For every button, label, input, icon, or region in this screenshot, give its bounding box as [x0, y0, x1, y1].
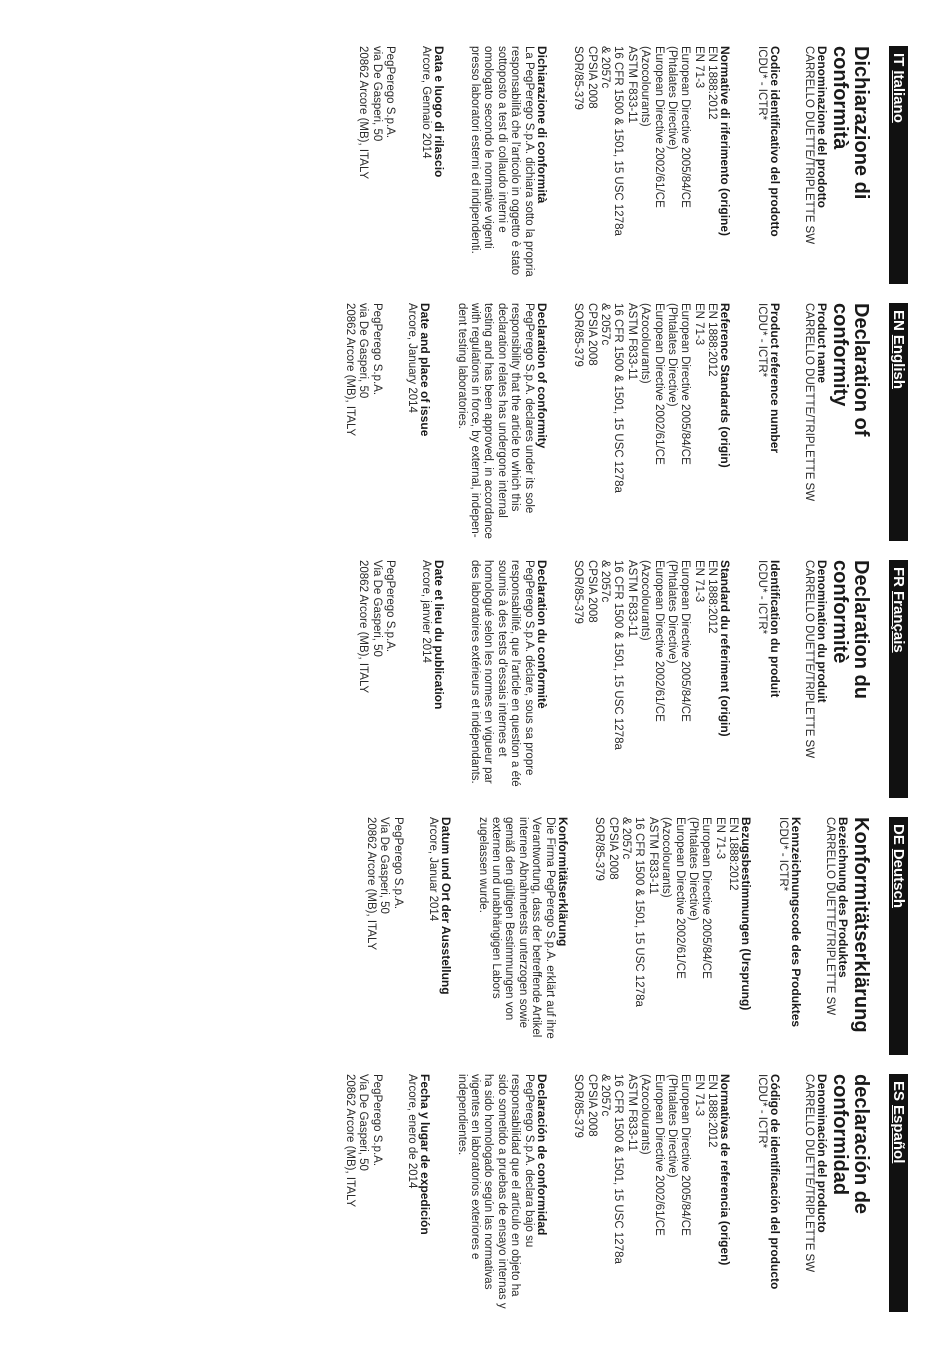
standard-item: European Directive 2005/84/CE — [700, 817, 713, 979]
standard-item: EN 1888:2012 — [706, 303, 719, 377]
product-name-label: Product name — [815, 303, 829, 384]
standards-list — [571, 46, 718, 284]
standard-item: EN 71-3 — [692, 560, 705, 603]
standard-item: 16 CFR 1500 & 1501, 15 USC 1278a — [612, 46, 625, 236]
standard-item: 16 CFR 1500 & 1501, 15 USC 1278a — [612, 303, 625, 493]
product-name: CARRELLO DUETTE/TRIPLETTE SW — [803, 303, 815, 502]
standard-item: 16 CFR 1500 & 1501, 15 USC 1278a — [633, 817, 646, 1007]
standard-item: CPSIA 2008 — [606, 817, 619, 880]
language-name: Español — [890, 1105, 907, 1164]
address-line: PegPerego S.p.A. — [391, 817, 404, 910]
standard-item: (Azocolourants) — [639, 1074, 652, 1155]
standard-item: (Phtalates Directive) — [665, 1074, 678, 1178]
product-code: ICDU* - ICTR* — [755, 560, 768, 635]
issue-date-place: Arcore, janvier 2014 — [419, 560, 432, 663]
standard-item: EN 1888:2012 — [706, 46, 719, 120]
language-column-en — [38, 303, 908, 541]
product-code-label: Identification du produit — [767, 560, 782, 698]
language-column-fr — [38, 560, 908, 798]
standard-item: & 2057c — [619, 817, 632, 860]
product-name: CARRELLO DUETTE/TRIPLETTE SW — [803, 46, 815, 245]
standards-list — [571, 1074, 718, 1312]
language-code: EN — [890, 310, 907, 331]
address-line: 20862 Arcore (MB), ITALY — [344, 303, 357, 437]
product-code-label: Codice identificativo del prodotto — [767, 46, 782, 237]
company-address — [343, 303, 383, 541]
declaration-label: Declaration of conformity — [534, 303, 549, 449]
company-address — [356, 46, 396, 284]
product-name: CARRELLO DUETTE/TRIPLETTE SW — [803, 560, 815, 759]
standard-item: EN 1888:2012 — [727, 817, 740, 891]
standard-item: European Directive 2005/84/CE — [679, 46, 692, 208]
declaration-title: Dichiarazione di conformità — [829, 46, 872, 200]
declaration-text: PegPerego S.p.A. declara bajo su responsabilidad que el artículo en objeto ha sido sometido a pruebas de ensayo internas y ha sido homologado según las normativas vigentes en laboratorios exteriores e independientes. — [455, 1074, 535, 1309]
address-line: Via De Gasperi, 50 — [378, 817, 391, 914]
address-line: PegPerego S.p.A. — [370, 303, 383, 396]
standards-label: Normative di riferimento (origine) — [718, 46, 733, 237]
declaration-text: La PegPerego S.p.A. dichiara sotto la propria responsabilità che l'articolo in oggetto è stato sottoposto a test di collaudo interni e omologato secondo le normative vigenti presso laboratori esterni ed indipendenti. — [469, 46, 535, 277]
standard-item: EN 71-3 — [692, 46, 705, 89]
issue-date-place: Arcore, Gennaio 2014 — [419, 46, 432, 159]
language-column-de — [38, 817, 908, 1055]
declaration-text: Die Firma PegPerego S.p.A. erklärt auf ihre Verantwortung, dass der betreffende Artikel internen Abnahmetests unterzogen sowie gemäß den gültigen Bestimmungen von externen und unabhängigen Labors zugelassen wurde. — [476, 817, 556, 1039]
product-name-label: Bezeichnung des Produktes — [836, 817, 850, 978]
address-line: Via De Gasperi, 50 — [370, 560, 383, 657]
company-address — [343, 1074, 383, 1312]
address-line: PegPerego S.p.A. — [384, 46, 397, 139]
issue-date-place: Arcore, enero de 2014 — [406, 1074, 419, 1189]
issue-label: Data e luogo di rilascio — [431, 46, 446, 178]
address-line: 20862 Arcore (MB), ITALY — [357, 46, 370, 180]
declaration-label: Declaración de conformidad — [534, 1074, 549, 1236]
standard-item: (Phtalates Directive) — [665, 46, 678, 150]
standards-list — [592, 817, 739, 1055]
standard-item: CPSIA 2008 — [585, 46, 598, 109]
product-name-label: Denominación del producto — [815, 1074, 829, 1233]
declaration-title: Declaration du conformitè — [829, 560, 872, 699]
language-header — [889, 303, 908, 541]
standard-item: European Directive 2005/84/CE — [679, 303, 692, 465]
declaration-label: Dichiarazione di conformità — [534, 46, 549, 204]
standard-item: European Directive 2002/61/CE — [673, 817, 686, 979]
standard-item: SOR/85-379 — [593, 817, 606, 881]
standard-item: & 2057c — [598, 46, 611, 89]
product-code: ICDU* - ICTR* — [755, 303, 768, 378]
language-code: DE — [890, 824, 907, 845]
standard-item: (Azocolourants) — [639, 303, 652, 384]
declaration-text: PegPerego S.p.A. déclare, sous sa propre responsabilité, que l'article en question a été soumis à des tests d'essais internes et homologué selon les normes en vigueur par des laboratoires extérieurs et indépendants. — [469, 560, 535, 787]
declaration-title: Konformitätserklärung — [850, 817, 872, 1033]
address-line: via De Gasperi, 50 — [357, 303, 370, 399]
standard-item: EN 71-3 — [692, 1074, 705, 1117]
language-name: Français — [890, 591, 907, 653]
address-line: 20862 Arcore (MB), ITALY — [365, 817, 378, 951]
standard-item: ASTM F833-11 — [625, 46, 638, 124]
issue-label: Fecha y lugar de expedición — [418, 1074, 433, 1235]
standard-item: SOR/85-379 — [572, 46, 585, 110]
standards-label: Reference Standards (origin) — [718, 303, 733, 468]
address-line: PegPerego S.p.A. — [384, 560, 397, 653]
address-line: 20862 Arcore (MB), ITALY — [357, 560, 370, 694]
language-code: IT — [890, 53, 907, 67]
issue-date-place: Arcore, January 2014 — [406, 303, 419, 413]
standard-item: EN 71-3 — [713, 817, 726, 860]
language-header — [889, 817, 908, 1055]
company-address — [364, 817, 404, 1055]
standards-label: Bezugsbestimmungen (Ursprung) — [739, 817, 754, 1011]
address-line: via De Gasperi, 50 — [370, 46, 383, 142]
product-name-label: Denominazione del prodotto — [815, 46, 829, 208]
standard-item: & 2057c — [598, 303, 611, 346]
standards-label: Standard du referiment (origin) — [718, 560, 733, 737]
standard-item: 16 CFR 1500 & 1501, 15 USC 1278a — [612, 1074, 625, 1264]
standard-item: European Directive 2002/61/CE — [652, 1074, 665, 1236]
standard-item: (Phtalates Directive) — [686, 817, 699, 921]
declaration-title: Declaration of conformity — [829, 303, 872, 437]
standards-list — [571, 303, 718, 541]
language-name: English — [890, 334, 907, 390]
product-name-label: Denomination du produit — [815, 560, 829, 703]
standard-item: European Directive 2005/84/CE — [679, 560, 692, 722]
language-header — [889, 1074, 908, 1312]
standards-list — [571, 560, 718, 798]
address-line: 20862 Arcore (MB), ITALY — [344, 1074, 357, 1208]
product-name: CARRELLO DUETTE/TRIPLETTE SW — [824, 817, 836, 1016]
product-code-label: Kennzeichnungscode des Produktes — [788, 817, 803, 1028]
standard-item: & 2057c — [598, 1074, 611, 1117]
standard-item: European Directive 2005/84/CE — [679, 1074, 692, 1236]
language-header — [889, 560, 908, 798]
standard-item: EN 71-3 — [692, 303, 705, 346]
standard-item: 16 CFR 1500 & 1501, 15 USC 1278a — [612, 560, 625, 750]
standard-item: EN 1888:2012 — [706, 1074, 719, 1148]
product-code: ICDU* - ICTR* — [776, 817, 789, 892]
standard-item: European Directive 2002/61/CE — [652, 560, 665, 722]
standard-item: (Phtalates Directive) — [665, 303, 678, 407]
issue-label: Date and place of issue — [418, 303, 433, 437]
standard-item: CPSIA 2008 — [585, 1074, 598, 1137]
standard-item: European Directive 2002/61/CE — [652, 46, 665, 208]
language-name: Italiano — [890, 70, 907, 123]
product-code: ICDU* - ICTR* — [755, 46, 768, 121]
standard-item: SOR/85-379 — [572, 303, 585, 367]
standard-item: ASTM F833-11 — [625, 303, 638, 381]
standard-item: (Azocolourants) — [639, 560, 652, 641]
company-address — [356, 560, 396, 798]
product-code-label: Código de identificación del producto — [767, 1074, 782, 1290]
standard-item: ASTM F833-11 — [646, 817, 659, 895]
standard-item: CPSIA 2008 — [585, 303, 598, 366]
language-column-it — [38, 46, 908, 284]
standard-item: ASTM F833-11 — [625, 560, 638, 638]
declaration-label: Konformitätserklärung — [555, 817, 570, 947]
standard-item: SOR/85-379 — [572, 1074, 585, 1138]
address-line: PegPerego S.p.A. — [370, 1074, 383, 1167]
address-line: Via De Gasperi, 50 — [357, 1074, 370, 1171]
issue-label: Datum und Ort der Ausstellung — [439, 817, 454, 995]
language-header — [889, 46, 908, 284]
language-column-es — [38, 1074, 908, 1312]
standard-item: EN 1888:2012 — [706, 560, 719, 634]
standard-item: (Azocolourants) — [639, 46, 652, 127]
standard-item: (Phtalates Directive) — [665, 560, 678, 664]
standards-label: Normativas de referencia (origen) — [718, 1074, 733, 1266]
issue-date-place: Arcore, Januar 2014 — [427, 817, 440, 922]
language-code: FR — [890, 567, 907, 587]
product-code-label: Product reference number — [767, 303, 782, 454]
declaration-label: Declaration du conformitè — [534, 560, 549, 709]
standard-item: ASTM F833-11 — [625, 1074, 638, 1152]
standard-item: CPSIA 2008 — [585, 560, 598, 623]
declaration-text: PegPerego S.p.A. declares under its sole responsibility that the article to which this declaration relates has undergone internal testing and has been approved, in accordance with regulations in force, by external, indepen-dent testing laboratories. — [455, 303, 535, 539]
product-code: ICDU* - ICTR* — [755, 1074, 768, 1149]
product-name: CARRELLO DUETTE/TRIPLETTE SW — [803, 1074, 815, 1273]
language-code: ES — [890, 1081, 907, 1102]
standard-item: & 2057c — [598, 560, 611, 603]
issue-label: Date et lieu du publication — [431, 560, 446, 710]
standard-item: SOR/85-379 — [572, 560, 585, 624]
declaration-title: declaración de conformidad — [829, 1074, 872, 1215]
language-name: Deutsch — [890, 848, 907, 909]
standard-item: European Directive 2002/61/CE — [652, 303, 665, 465]
standard-item: (Azocolourants) — [660, 817, 673, 898]
